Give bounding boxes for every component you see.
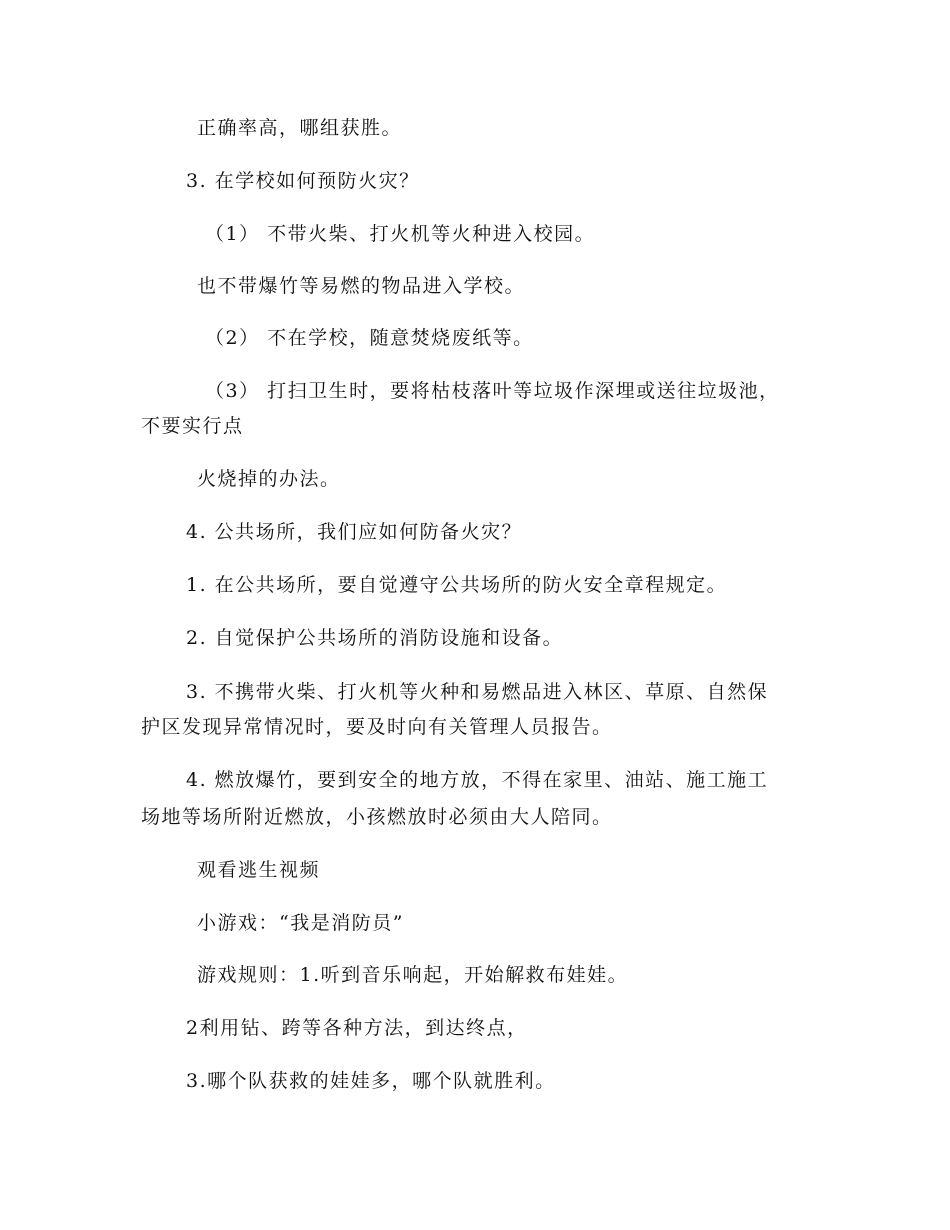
text-line: 观看逃生视频: [197, 859, 321, 881]
text-line: 场地等场所附近燃放，小孩燃放时必须由大人陪同。: [141, 806, 613, 828]
list-item: （3） 打扫卫生时，要将枯枝落叶等垃圾作深埋或送往垃圾池，: [205, 380, 780, 402]
text-line: 游戏规则：1.听到音乐响起，开始解救布娃娃。: [197, 964, 629, 986]
text-line: 3.哪个队获救的娃娃多，哪个队就胜利。: [186, 1070, 556, 1092]
text-line: 火烧掉的办法。: [197, 468, 341, 490]
list-item: 3. 不携带火柴、打火机等火种和易燃品进入林区、草原、自然保: [186, 681, 769, 703]
list-item: 1. 在公共场所，要自觉遵守公共场所的防火安全章程规定。: [186, 574, 728, 596]
list-item: （2） 不在学校，随意焚烧废纸等。: [205, 327, 534, 349]
text-line: 正确率高，哪组获胜。: [197, 117, 403, 139]
text-line: 也不带爆竹等易燃的物品进入学校。: [197, 275, 526, 297]
text-line: 护区发现异常情况时，要及时向有关管理人员报告。: [141, 716, 613, 738]
list-item: （1） 不带火柴、打火机等火种进入校园。: [205, 223, 596, 245]
list-item: 4. 燃放爆竹，要到安全的地方放，不得在家里、油站、施工施工: [186, 769, 769, 791]
text-line: 不要实行点: [141, 415, 244, 437]
text-line: 2利用钻、跨等各种方法，到达终点，: [186, 1017, 528, 1039]
section-heading-school: 3. 在学校如何预防火灾？: [186, 170, 420, 192]
list-item: 2. 自觉保护公共场所的消防设施和设备。: [186, 627, 564, 649]
section-heading-public: 4. 公共场所，我们应如何防备火灾？: [186, 521, 523, 543]
text-line: 小游戏：“我是消防员”: [197, 912, 404, 934]
